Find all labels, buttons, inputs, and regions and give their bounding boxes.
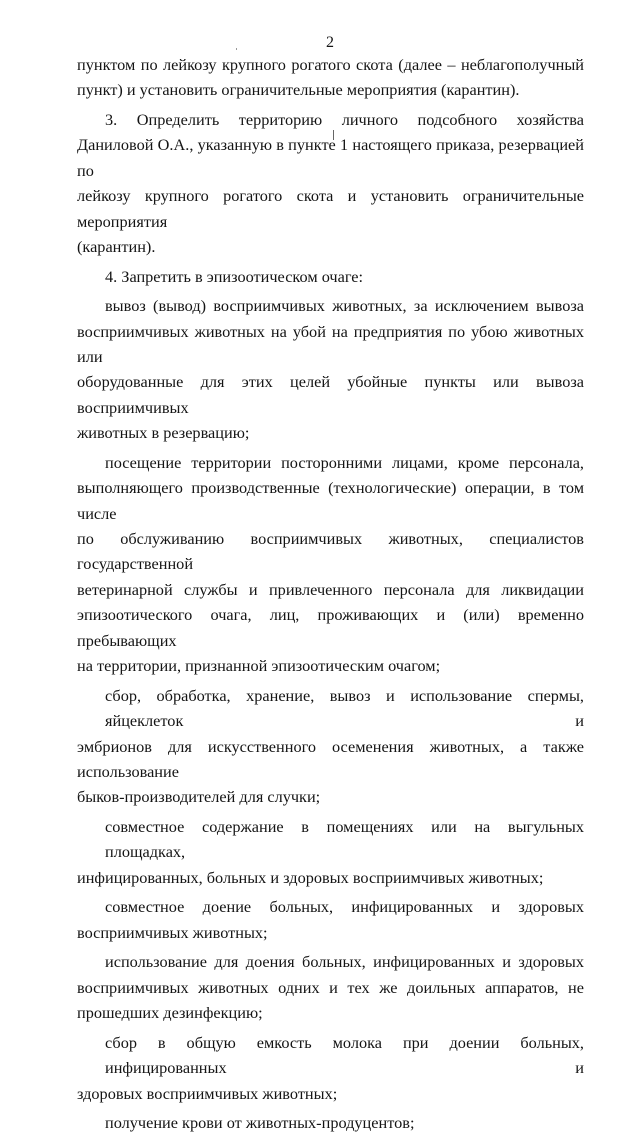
text-line: 3. Определить территорию личного подсобного хозяйства <box>105 110 584 129</box>
text-line: на территории, признанной эпизоотическим очагом; <box>77 656 441 676</box>
text-line: сбор в общую емкость молока при доении больных, инфицированных и <box>105 1032 584 1078</box>
text-line: животных в резервацию; <box>77 423 250 443</box>
paragraph <box>77 1030 584 1106</box>
text-line: ветеринарной службы и привлеченного персонала для ликвидации <box>77 579 584 599</box>
paragraph <box>77 450 584 679</box>
paragraph <box>77 264 584 289</box>
paragraph <box>77 894 584 945</box>
text-line: по обслуживанию восприимчивых животных, специалистов государственной <box>77 529 584 574</box>
paragraph <box>77 814 584 890</box>
text-line: эпизоотического очага, лиц, проживающих и (или) временно пребывающих <box>77 605 584 650</box>
text-line: эмбрионов для искусственного осеменения животных, а также использование <box>77 736 584 781</box>
text-line: совместное содержание в помещениях или на выгульных площадках, <box>105 816 584 862</box>
text-line: прошедших дезинфекцию; <box>77 1003 263 1023</box>
page-number: 2 <box>326 34 334 51</box>
text-line: использование для доения больных, инфицированных и здоровых <box>105 952 584 972</box>
paragraph <box>77 52 584 103</box>
text-line: получение крови от животных-продуцентов; <box>105 1113 415 1133</box>
text-line: инфицированных, больных и здоровых восприимчивых животных; <box>77 867 544 887</box>
text-line: оборудованные для этих целей убойные пункты или вывоза восприимчивых <box>77 372 584 417</box>
text-line: вывоз (вывод) восприимчивых животных, за исключением вывоза <box>105 296 584 316</box>
text-line: 4. Запретить в эпизоотическом очаге: <box>105 266 364 286</box>
paragraph <box>77 949 584 1025</box>
text-line: посещение территории посторонними лицами, кроме персонала, <box>105 452 584 472</box>
text-line: быков-производителей для случки; <box>77 787 321 807</box>
text-line: лейкозу крупного рогатого скота и установить ограничительные мероприятия <box>77 186 584 231</box>
paragraph <box>77 293 584 445</box>
text-line: здоровых восприимчивых животных; <box>77 1083 338 1103</box>
document-body <box>77 52 584 1136</box>
text-line: пунктом по лейкозу крупного рогатого скота (далее – неблагополучный <box>77 55 584 74</box>
text-line: выполняющего производственные (технологические) операции, в том числе <box>77 478 584 523</box>
text-line: сбор, обработка, хранение, вывоз и использование спермы, яйцеклеток и <box>105 685 584 731</box>
text-line: восприимчивых животных одних и тех же доильных аппаратов, не <box>77 977 584 997</box>
text-line: восприимчивых животных на убой на предприятия по убою животных или <box>77 321 584 367</box>
text-line: Даниловой О.А., указанную в пункте 1 настоящего приказа, резервацией по <box>77 135 584 180</box>
text-line: совместное доение больных, инфицированных и здоровых <box>105 897 584 917</box>
scan-speck <box>236 48 237 50</box>
paragraph <box>77 1110 584 1135</box>
paragraph <box>77 683 584 810</box>
paragraph <box>77 107 584 259</box>
text-line: (карантин). <box>77 237 156 257</box>
text-line: восприимчивых животных; <box>77 922 268 942</box>
text-line: пункт) и установить ограничительные мероприятия (карантин). <box>77 80 520 100</box>
